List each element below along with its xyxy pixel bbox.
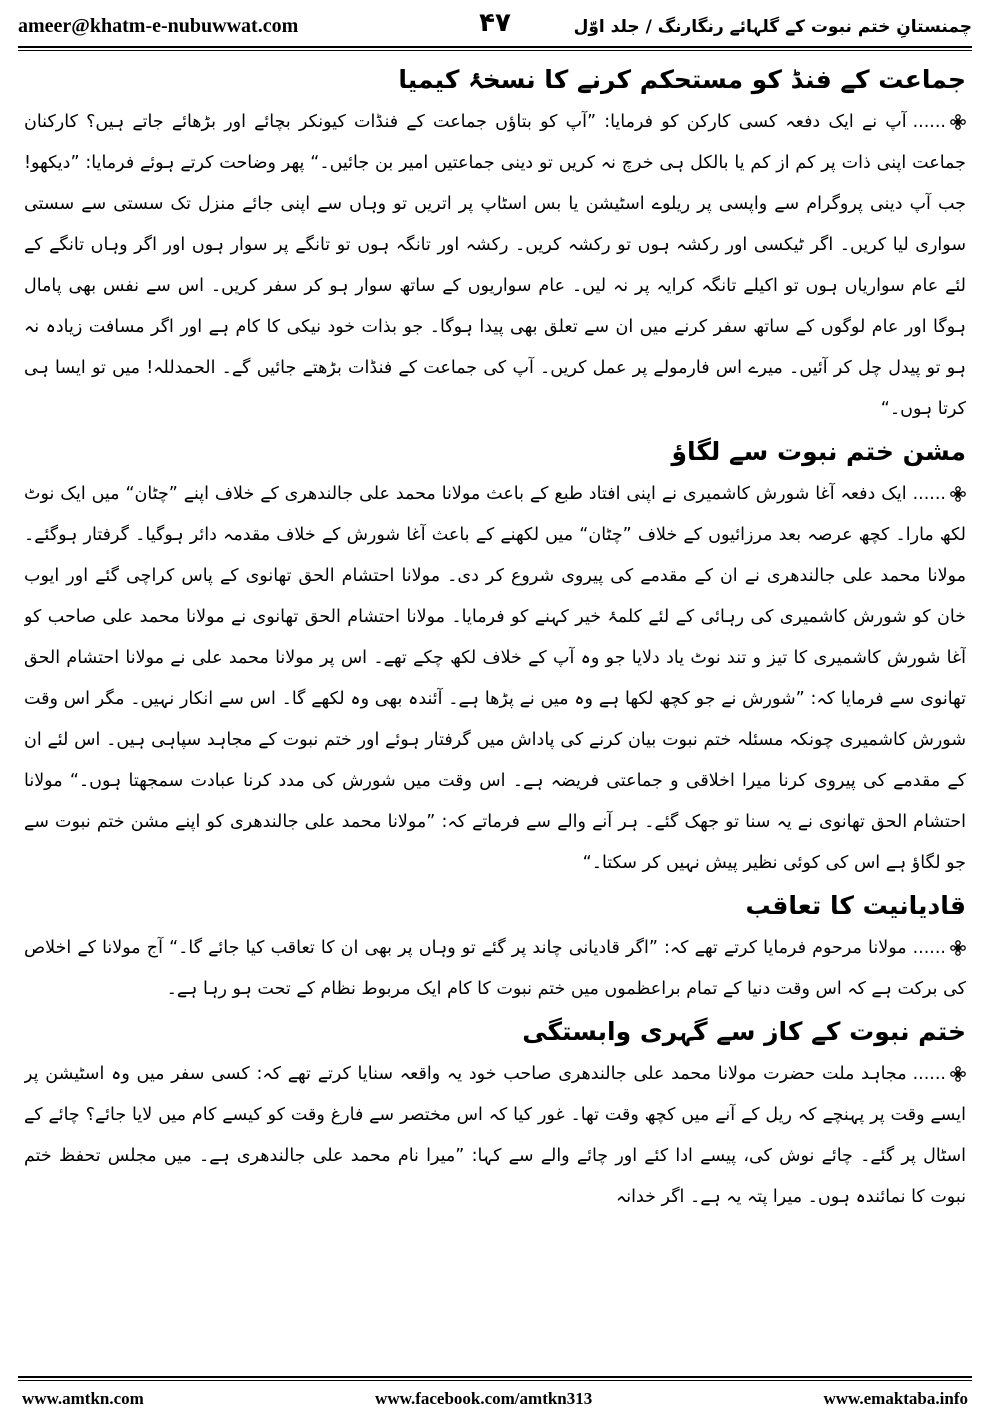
paragraph: ......ایک دفعہ آغا شورش کاشمیری نے اپنی افتاد طبع کے باعث مولانا محمد علی جالندھری کے خلاف اپنے ”چٹان“ میں ایک نوٹ لکھ مارا۔ کچھ عرصہ بعد مرزائیوں کے خلاف ”چٹان“ میں لکھنے کے باعث آغا شورش کے خلاف مقدمہ دائر ہوگیا۔ گرفتار ہوگئے۔ مولانا محمد علی جالندھری نے ان کے مقدمے کی پیروی شروع کر دی۔ مولانا احتشام الحق تھانوی کے پاس کراچی گئے اور ایوب خان کو شورش کاشمیری کی رہائی کے لئے کلمۂ خیر کہنے کو فرمایا۔ مولانا احتشام الحق تھانوی نے مولانا محمد علی صاحب کو آغا شورش کاشمیری کا تیز و تند نوٹ یاد دلایا جو وہ آپ کے خلاف لکھ چکے تھے۔ اس پر مولانا محمد علی نے مولانا احتشام الحق تھانوی سے فرمایا کہ: ”شورش نے جو کچھ لکھا ہے وہ میں نے پڑھا ہے۔ آئندہ بھی وہ لکھے گا۔ اس سے انکار نہیں۔ مگر اس وقت شورش کاشمیری چونکہ مسئلہ ختم نبوت بیان کرنے کی پاداش میں گرفتار ہوئے اور ختم نبوت کے مجاہد سپاہی ہیں۔ اس لئے ان کے مقدمے کی پیروی کرنا میرا اخلاقی و جماعتی فریضہ ہے۔ اس وقت میں شورش کی مدد کرنا عبادت سمجھتا ہوں۔“ مولانا احتشام الحق تھانوی نے یہ سنا تو جھک گئے۔ ہر آنے والے سے فرماتے کہ: ”مولانا محمد علی جالندھری کو اپنے مشن ختم نبوت سے جو لگاؤ ہے اس کی کوئی نظیر پیش نہیں کر سکتا۔“: [24, 484, 966, 873]
paragraph-text: مجاہد ملت حضرت مولانا محمد علی جالندھری صاحب خود یہ واقعہ سنایا کرتے تھے کہ: کسی سفر میں وہ اسٹیشن پر ایسے وقت پر پہنچے کہ ریل کے آنے میں کچھ وقت تھا۔ غور کیا کہ اس مختصر سے فارغ وقت کو کیسے کام میں لایا جائے؟ چائے کے اسٹال پر گئے۔ چائے نوش کی، پیسے ادا کئے اور چائے والے سے کہا: ”میرا نام محمد علی جالندھری ہے۔ میں مجلس تحفظ ختم نبوت کا نمائندہ ہوں۔ میرا پتہ یہ ہے۔ اگر خدانہ: [24, 1064, 966, 1207]
paragraph: ......مولانا مرحوم فرمایا کرتے تھے کہ: ”اگر قادیانی چاند پر گئے تو وہاں پر بھی ان کا تعاقب کیا جائے گا۔“ آج مولانا کے اخلاص کی برکت ہے کہ اس وقت دنیا کے تمام براعظموں میں ختم نبوت کا کام ایک مربوط نظام کے تحت ہو رہا ہے۔: [24, 938, 966, 999]
footer-link-facebook[interactable]: www.facebook.com/amtkn313: [375, 1389, 593, 1408]
section-heading: قادیانیت کا تعاقب: [745, 891, 966, 920]
paragraph: ......مجاہد ملت حضرت مولانا محمد علی جالندھری صاحب خود یہ واقعہ سنایا کرتے تھے کہ: کسی سفر میں وہ اسٹیشن پر ایسے وقت پر پہنچے کہ ریل کے آنے میں کچھ وقت تھا۔ غور کیا کہ اس مختصر سے فارغ وقت کو کیسے کام میں لایا جائے؟ چائے کے اسٹال پر گئے۔ چائے نوش کی، پیسے ادا کئے اور چائے والے سے کہا: ”میرا نام محمد علی جالندھری ہے۔ میں مجلس تحفظ ختم نبوت کا نمائندہ ہوں۔ میرا پتہ یہ ہے۔ اگر خدانہ: [24, 1064, 966, 1207]
section-heading: مشن ختم نبوت سے لگاؤ: [671, 437, 966, 466]
page-number: ۴۷: [479, 8, 511, 38]
page-footer: [22, 1384, 968, 1414]
page-body: [24, 58, 966, 1368]
paragraph: ......آپ نے ایک دفعہ کسی کارکن کو فرمایا: ”آپ کو بتاؤں جماعت کے فنڈات کیونکر بچائے اور بڑھائے جاتے ہیں؟ کارکنان جماعت اپنی ذات پر کم از کم یا بالکل ہی خرچ نہ کریں تو دینی جماعتیں امیر بن جائیں۔“ پھر وضاحت کرتے ہوئے فرمایا: ”دیکھو! جب آپ دینی پروگرام سے واپسی پر ریلوے اسٹیشن یا بس اسٹاپ پر اتریں تو وہاں سے اپنی جائے منزل تک سستی سے سستی سواری لیا کریں۔ اگر ٹیکسی اور رکشہ ہوں تو رکشہ کریں۔ رکشہ اور تانگہ ہوں تو تانگے پر سوار ہوں اور اگر وہاں تانگے کے لئے عام سواریاں ہوں تو اکیلے تانگہ کرایہ پر نہ لیں۔ عام سواریوں کے ساتھ سوار ہو کر سفر کریں۔ اس سے نفس بھی پامال ہوگا اور عام لوگوں کے ساتھ سفر کرنے میں ان سے تعلق بھی پیدا ہوگا۔ جو بذات خود نیکی کا کام ہے اور اگر مسافت زیادہ نہ ہو تو پیدل چل کر آئیں۔ میرے اس فارمولے پر عمل کریں۔ آپ کی جماعت کے فنڈات بڑھتے جائیں گے۔ الحمدللہ! میں تو ایسا ہی کرتا ہوں۔“: [24, 112, 966, 419]
flower-bullet-icon: [950, 486, 966, 502]
footer-link-emaktaba[interactable]: www.emaktaba.info: [823, 1389, 968, 1408]
header-rule: [18, 46, 972, 48]
header-email: ameer@khatm-e-nubuwwat.com: [18, 14, 299, 37]
paragraph-text: مولانا مرحوم فرمایا کرتے تھے کہ: ”اگر قادیانی چاند پر گئے تو وہاں پر بھی ان کا تعاقب کیا جائے گا۔“ آج مولانا کے اخلاص کی برکت ہے کہ اس وقت دنیا کے تمام براعظموں میں ختم نبوت کا کام ایک مربوط نظام کے تحت ہو رہا ہے۔: [24, 938, 966, 999]
flower-bullet-icon: [950, 114, 966, 130]
page-header: [18, 8, 972, 44]
flower-bullet-icon: [950, 940, 966, 956]
flower-bullet-icon: [950, 1066, 966, 1082]
section-heading: ختم نبوت کے کاز سے گہری وابستگی: [522, 1017, 966, 1046]
footer-link-amtkn[interactable]: www.amtkn.com: [22, 1389, 144, 1408]
footer-rule-thin: [18, 1380, 972, 1381]
section-heading: جماعت کے فنڈ کو مستحکم کرنے کا نسخۂ کیمیا: [398, 65, 966, 94]
paragraph-text: آپ نے ایک دفعہ کسی کارکن کو فرمایا: ”آپ کو بتاؤں جماعت کے فنڈات کیونکر بچائے اور بڑھائے جاتے ہیں؟ کارکنان جماعت اپنی ذات پر کم از کم یا بالکل ہی خرچ نہ کریں تو دینی جماعتیں امیر بن جائیں۔“ پھر وضاحت کرتے ہوئے فرمایا: ”دیکھو! جب آپ دینی پروگرام سے واپسی پر ریلوے اسٹیشن یا بس اسٹاپ پر اتریں تو وہاں سے اپنی جائے منزل تک سستی سے سستی سواری لیا کریں۔ اگر ٹیکسی اور رکشہ ہوں تو رکشہ کریں۔ رکشہ اور تانگہ ہوں تو تانگے پر سوار ہوں اور اگر وہاں تانگے کے لئے عام سواریاں ہوں تو اکیلے تانگہ کرایہ پر نہ لیں۔ عام سواریوں کے ساتھ سوار ہو کر سفر کریں۔ اس سے نفس بھی پامال ہوگا اور عام لوگوں کے ساتھ سفر کرنے میں ان سے تعلق بھی پیدا ہوگا۔ جو بذات خود نیکی کا کام ہے اور اگر مسافت زیادہ نہ ہو تو پیدل چل کر آئیں۔ میرے اس فارمولے پر عمل کریں۔ آپ کی جماعت کے فنڈات بڑھتے جائیں گے۔ الحمدللہ! میں تو ایسا ہی کرتا ہوں۔“: [24, 112, 966, 419]
book-title: چمنستانِ ختم نبوت کے گلہائے رنگارنگ / جلد اوّل: [573, 16, 972, 37]
paragraph-text: ایک دفعہ آغا شورش کاشمیری نے اپنی افتاد طبع کے باعث مولانا محمد علی جالندھری کے خلاف اپنے ”چٹان“ میں ایک نوٹ لکھ مارا۔ کچھ عرصہ بعد مرزائیوں کے خلاف ”چٹان“ میں لکھنے کے باعث آغا شورش کے خلاف مقدمہ دائر ہوگیا۔ گرفتار ہوگئے۔ مولانا محمد علی جالندھری نے ان کے مقدمے کی پیروی شروع کر دی۔ مولانا احتشام الحق تھانوی کے پاس کراچی گئے اور ایوب خان کو شورش کاشمیری کی رہائی کے لئے کلمۂ خیر کہنے کو فرمایا۔ مولانا احتشام الحق تھانوی نے مولانا محمد علی صاحب کو آغا شورش کاشمیری کا تیز و تند نوٹ یاد دلایا جو وہ آپ کے خلاف لکھ چکے تھے۔ اس پر مولانا محمد علی نے مولانا احتشام الحق تھانوی سے فرمایا کہ: ”شورش نے جو کچھ لکھا ہے وہ میں نے پڑھا ہے۔ آئندہ بھی وہ لکھے گا۔ اس سے انکار نہیں۔ مگر اس وقت شورش کاشمیری چونکہ مسئلہ ختم نبوت بیان کرنے کی پاداش میں گرفتار ہوئے اور ختم نبوت کے مجاہد سپاہی ہیں۔ اس لئے ان کے مقدمے کی پیروی کرنا میرا اخلاقی و جماعتی فریضہ ہے۔ اس وقت میں شورش کی مدد کرنا عبادت سمجھتا ہوں۔“ مولانا احتشام الحق تھانوی نے یہ سنا تو جھک گئے۔ ہر آنے والے سے فرماتے کہ: ”مولانا محمد علی جالندھری کو اپنے مشن ختم نبوت سے جو لگاؤ ہے اس کی کوئی نظیر پیش نہیں کر سکتا۔“: [24, 484, 966, 873]
header-rule-thin: [18, 50, 972, 51]
footer-rule: [18, 1376, 972, 1378]
